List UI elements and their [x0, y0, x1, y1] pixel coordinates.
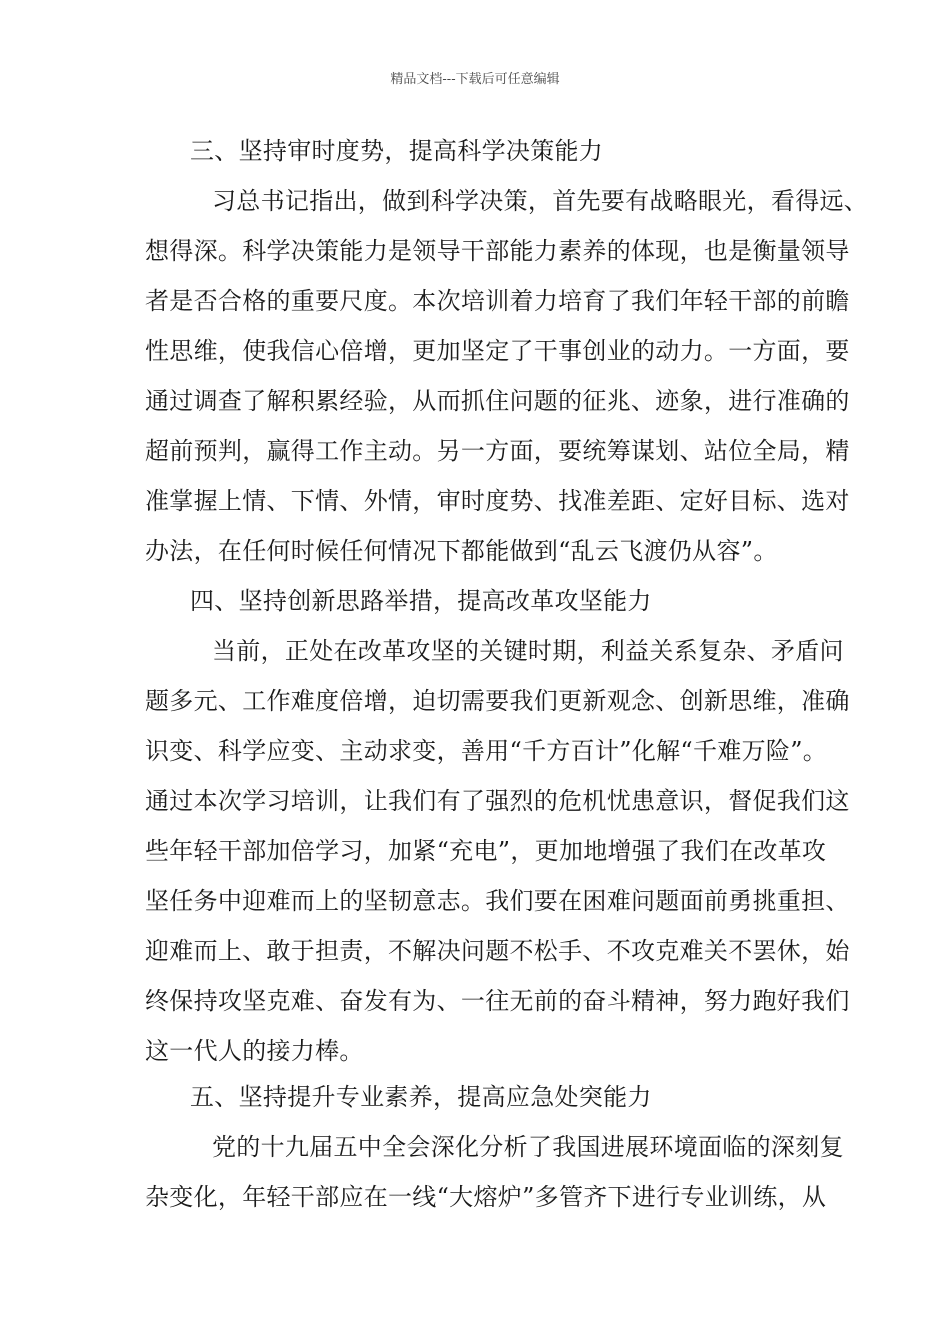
paragraph-line: 杂变化，年轻干部应在一线“大熔炉”多管齐下进行专业训练，从 — [145, 1183, 827, 1211]
paragraph-line: 题多元、工作难度倍增，迫切需要我们更新观念、创新思维，准确 — [145, 687, 850, 715]
paragraph-line: 当前，正处在改革攻坚的关键时期，利益关系复杂、矛盾问 — [212, 637, 844, 665]
paragraph-line: 性思维，使我信心倍增，更加坚定了干事创业的动力。一方面，要 — [145, 337, 850, 365]
paragraph-line: 通过调查了解积累经验，从而抓住问题的征兆、迹象，进行准确的 — [145, 387, 850, 415]
section-heading: 四、坚持创新思路举措，提高改革攻坚能力 — [190, 587, 652, 615]
paragraph-line: 些年轻干部加倍学习，加紧“充电”，更加地增强了我们在改革攻 — [145, 837, 827, 865]
section-heading: 三、坚持审时度势，提高科学决策能力 — [190, 137, 604, 165]
paragraph-line: 坚任务中迎难而上的坚韧意志。我们要在困难问题面前勇挑重担、 — [145, 887, 850, 915]
paragraph-line: 超前预判，赢得工作主动。另一方面，要统筹谋划、站位全局，精 — [145, 437, 850, 465]
paragraph-line: 者是否合格的重要尺度。本次培训着力培育了我们年轻干部的前瞻 — [145, 287, 850, 315]
section-heading: 五、坚持提升专业素养，提高应急处突能力 — [190, 1083, 652, 1111]
paragraph-line: 识变、科学应变、主动求变，善用“千方百计”化解“千难万险”。 — [145, 737, 828, 765]
paragraph-line: 终保持攻坚克难、奋发有为、一往无前的奋斗精神，努力跑好我们 — [145, 987, 850, 1015]
paragraph-line: 办法，在任何时候任何情况下都能做到“乱云飞渡仍从容”。 — [145, 537, 778, 565]
paragraph-line: 习总书记指出，做到科学决策，首先要有战略眼光，看得远、 — [212, 187, 869, 215]
paragraph-line: 想得深。科学决策能力是领导干部能力素养的体现，也是衡量领导 — [145, 237, 850, 265]
paragraph-line: 迎难而上、敢于担责，不解决问题不松手、不攻克难关不罢休，始 — [145, 937, 850, 965]
paragraph-line: 党的十九届五中全会深化分析了我国进展环境面临的深刻复 — [212, 1133, 844, 1161]
paragraph-line: 这一代人的接力棒。 — [145, 1037, 364, 1065]
paragraph-line: 通过本次学习培训，让我们有了强烈的危机忧患意识，督促我们这 — [145, 787, 850, 815]
paragraph-line: 准掌握上情、下情、外情，审时度势、找准差距、定好目标、选对 — [145, 487, 850, 515]
page-header: 精品文档---下载后可任意编辑 — [390, 72, 560, 87]
